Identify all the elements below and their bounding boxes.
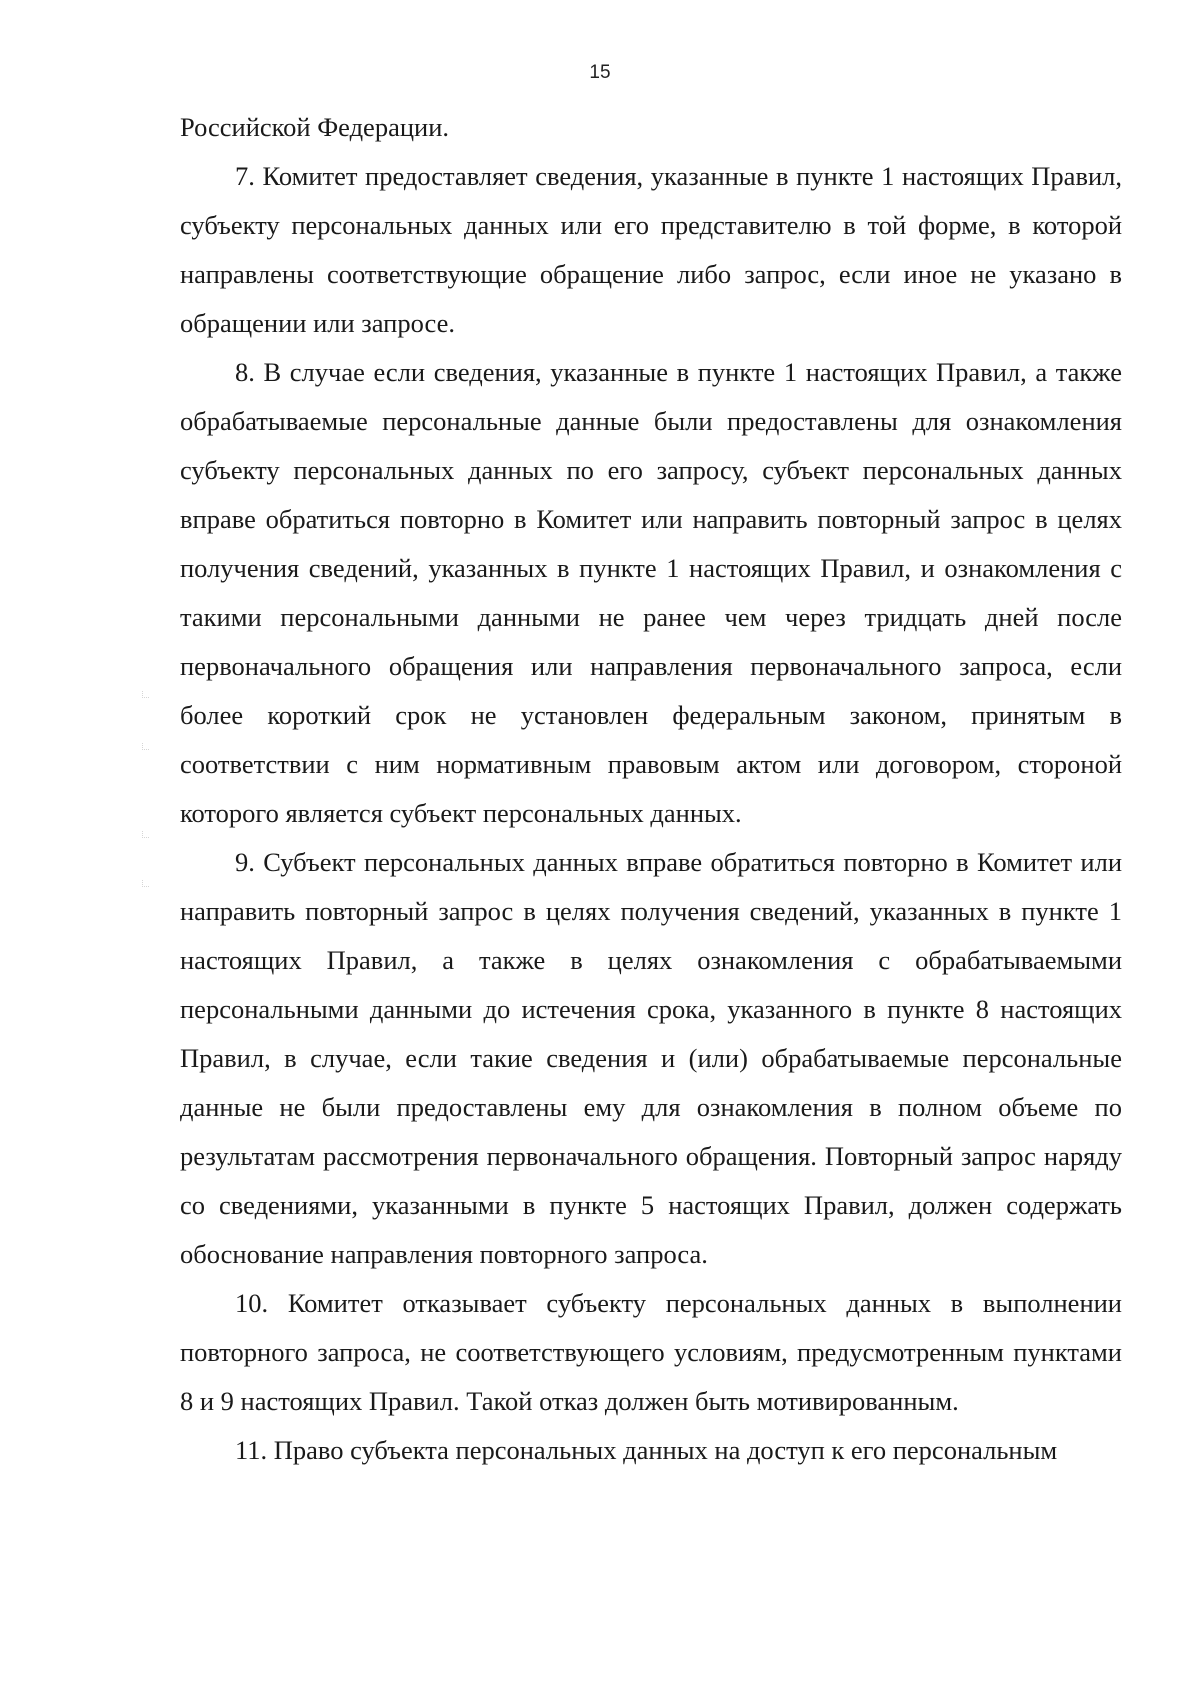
paragraph-continuation: Российской Федерации. [180,112,449,142]
paragraph-item-11: 11. Право субъекта персональных данных на доступ к его персональным [235,1435,1058,1465]
scan-artifact-mark [140,828,150,840]
scan-artifact-mark [140,688,150,700]
page-number: 15 [589,62,611,83]
paragraph-item-10: 10. Комитет отказывает субъекту персональных данных в выполнении повторного запроса, не соответствующего условиям, предусмотренным пунктами 8 и 9 настоящих Правил. Такой отказ должен быть мотивированным. [180,1288,1122,1416]
scan-artifact-mark [140,877,150,889]
paragraph-item-8: 8. В случае если сведения, указанные в пункте 1 настоящих Правил, а также обрабатываемые персональные данные были предоставлены для ознакомления субъекту персональных данных по его запросу, субъект персональных данных вправе обратиться повторно в Комитет или направить повторный запрос в целях получения сведений, указанных в пункте 1 настоящих Правил, и ознакомления с такими персональными данными не ранее чем через тридцать дней после первоначального обращения или направления первоначального запроса, если более короткий срок не установлен федеральным законом, принятым в соответствии с ним нормативным правовым актом или договором, стороной которого является субъект персональных данных. [180,357,1122,828]
scan-artifact-mark [140,740,150,752]
paragraph-item-9: 9. Субъект персональных данных вправе обратиться повторно в Комитет или направить повторный запрос в целях получения сведений, указанных в пункте 1 настоящих Правил, а также в целях ознакомления с обрабатываемыми персональными данными до истечения срока, указанного в пункте 8 настоящих Правил, в случае, если такие сведения и (или) обрабатываемые персональные данные не были предоставлены ему для ознакомления в полном объеме по результатам рассмотрения первоначального обращения. Повторный запрос наряду со сведениями, указанными в пункте 5 настоящих Правил, должен содержать обоснование направления повторного запроса. [180,847,1122,1269]
document-body [180,103,1122,1475]
paragraph-item-7: 7. Комитет предоставляет сведения, указанные в пункте 1 настоящих Правил, субъекту персональных данных или его представителю в той форме, в которой направлены соответствующие обращение либо запрос, если иное не указано в обращении или запросе. [180,161,1122,338]
